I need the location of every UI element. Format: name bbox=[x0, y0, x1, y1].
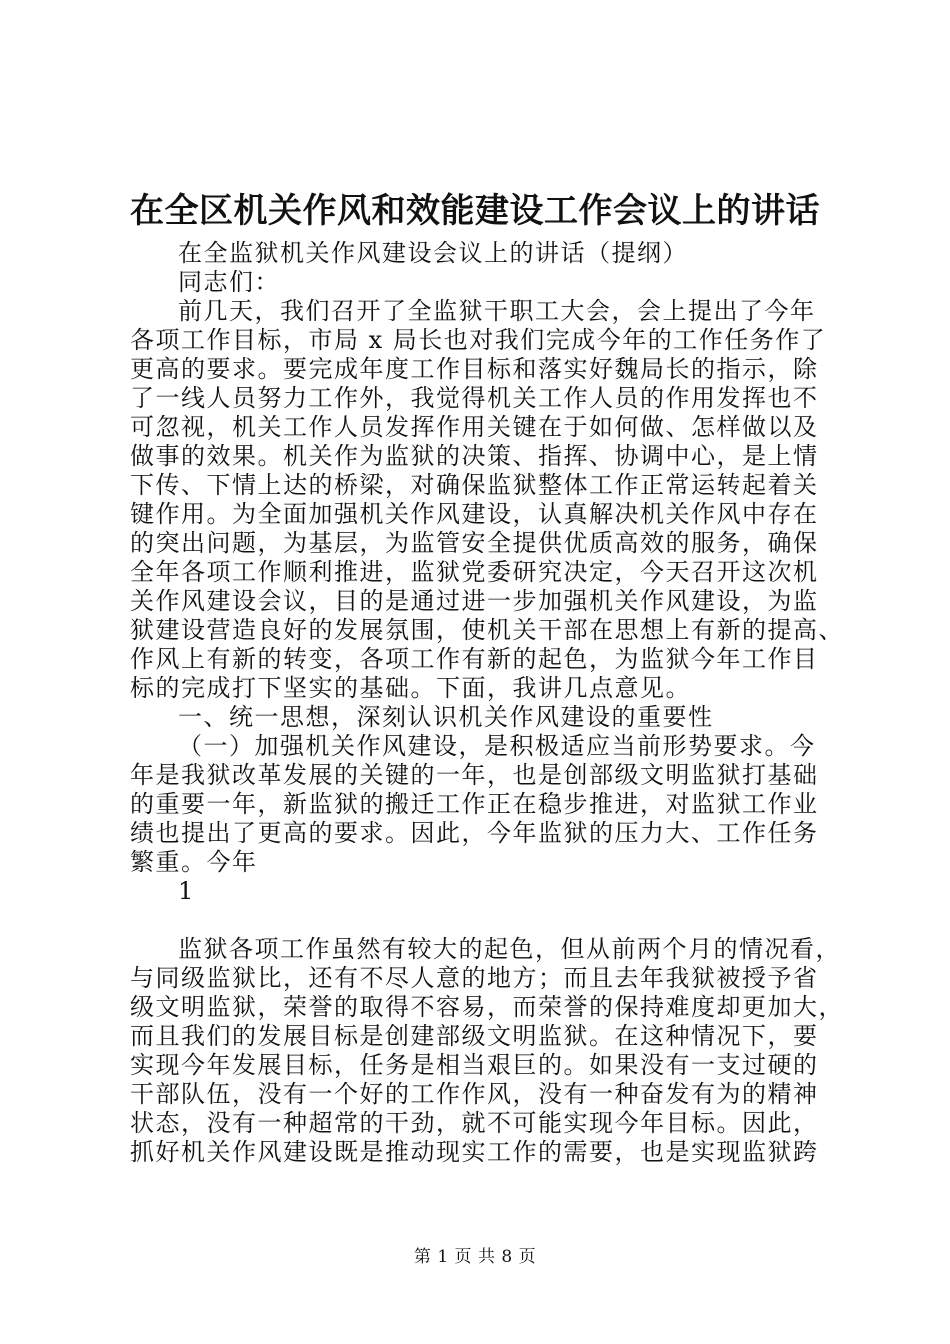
document-title: 在全区机关作风和效能建设工作会议上的讲话 bbox=[130, 191, 820, 231]
paragraph-line: 的突出问题，为基层，为监管安全提供优质高效的服务，确保 bbox=[130, 529, 819, 557]
paragraph-line: （一）加强机关作风建设，是积极适应当前形势要求。今 bbox=[178, 732, 816, 760]
paragraph-line: 键作用。为全面加强机关作风建设，认真解决机关作风中存在 bbox=[130, 500, 819, 528]
paragraph-line: 标的完成打下坚实的基础。下面，我讲几点意见。 bbox=[130, 674, 691, 702]
paragraph-line: 可忽视，机关工作人员发挥作用关键在于如何做、怎样做以及 bbox=[130, 413, 819, 441]
paragraph-line: 作风上有新的转变，各项工作有新的起色，为监狱今年工作目 bbox=[130, 645, 819, 673]
paragraph-line: 前几天，我们召开了全监狱干职工大会，会上提出了今年 bbox=[178, 297, 816, 325]
paragraph-line: 关作风建设会议，目的是通过进一步加强机关作风建设，为监 bbox=[130, 587, 819, 615]
paragraph-line: 抓好机关作风建设既是推动现实工作的需要，也是实现监狱跨 bbox=[130, 1138, 819, 1166]
paragraph-line: 繁重。今年 bbox=[130, 848, 258, 876]
paragraph-line: 更高的要求。要完成年度工作目标和落实好魏局长的指示，除 bbox=[130, 355, 819, 383]
paragraph-line: 做事的效果。机关作为监狱的决策、指挥、协调中心，是上情 bbox=[130, 442, 819, 470]
body-text-block-1 bbox=[130, 239, 844, 906]
page-footer: 第 1 页 共 8 页 bbox=[413, 1247, 537, 1267]
paragraph-line: 与同级监狱比，还有不尽人意的地方；而且去年我狱被授予省 bbox=[130, 964, 819, 992]
paragraph-line: 级文明监狱，荣誉的取得不容易，而荣誉的保持难度却更加大， bbox=[130, 993, 844, 1021]
paragraph-line: 下传、下情上达的桥梁，对确保监狱整体工作正常运转起着关 bbox=[130, 471, 819, 499]
paragraph-line: 绩也提出了更高的要求。因此，今年监狱的压力大、工作任务 bbox=[130, 819, 819, 847]
inline-page-number: 1 bbox=[178, 877, 195, 905]
body-text-block-2 bbox=[130, 935, 844, 1167]
paragraph-line: 干部队伍，没有一个好的工作作风，没有一种奋发有为的精神 bbox=[130, 1080, 819, 1108]
paragraph-line: 全年各项工作顺利推进，监狱党委研究决定，今天召开这次机 bbox=[130, 558, 819, 586]
paragraph-line: 的重要一年，新监狱的搬迁工作正在稳步推进，对监狱工作业 bbox=[130, 790, 819, 818]
section-heading: 一、统一思想，深刻认识机关作风建设的重要性 bbox=[178, 703, 714, 731]
paragraph-line: 实现今年发展目标，任务是相当艰巨的。如果没有一支过硬的 bbox=[130, 1051, 819, 1079]
salutation-line: 同志们： bbox=[178, 268, 280, 296]
paragraph-line: 年是我狱改革发展的关键的一年，也是创部级文明监狱打基础 bbox=[130, 761, 819, 789]
paragraph-line: 狱建设营造良好的发展氛围，使机关干部在思想上有新的提高、 bbox=[130, 616, 844, 644]
subtitle-line: 在全监狱机关作风建设会议上的讲话（提纲） bbox=[178, 239, 688, 267]
paragraph-line: 监狱各项工作虽然有较大的起色，但从前两个月的情况看， bbox=[178, 935, 841, 963]
paragraph-line: 各项工作目标，市局 x 局长也对我们完成今年的工作任务作了 bbox=[130, 326, 827, 354]
paragraph-line: 状态，没有一种超常的干劲，就不可能实现今年目标。因此， bbox=[130, 1109, 819, 1137]
paragraph-line: 了一线人员努力工作外，我觉得机关工作人员的作用发挥也不 bbox=[130, 384, 819, 412]
paragraph-line: 而且我们的发展目标是创建部级文明监狱。在这种情况下，要 bbox=[130, 1022, 819, 1050]
